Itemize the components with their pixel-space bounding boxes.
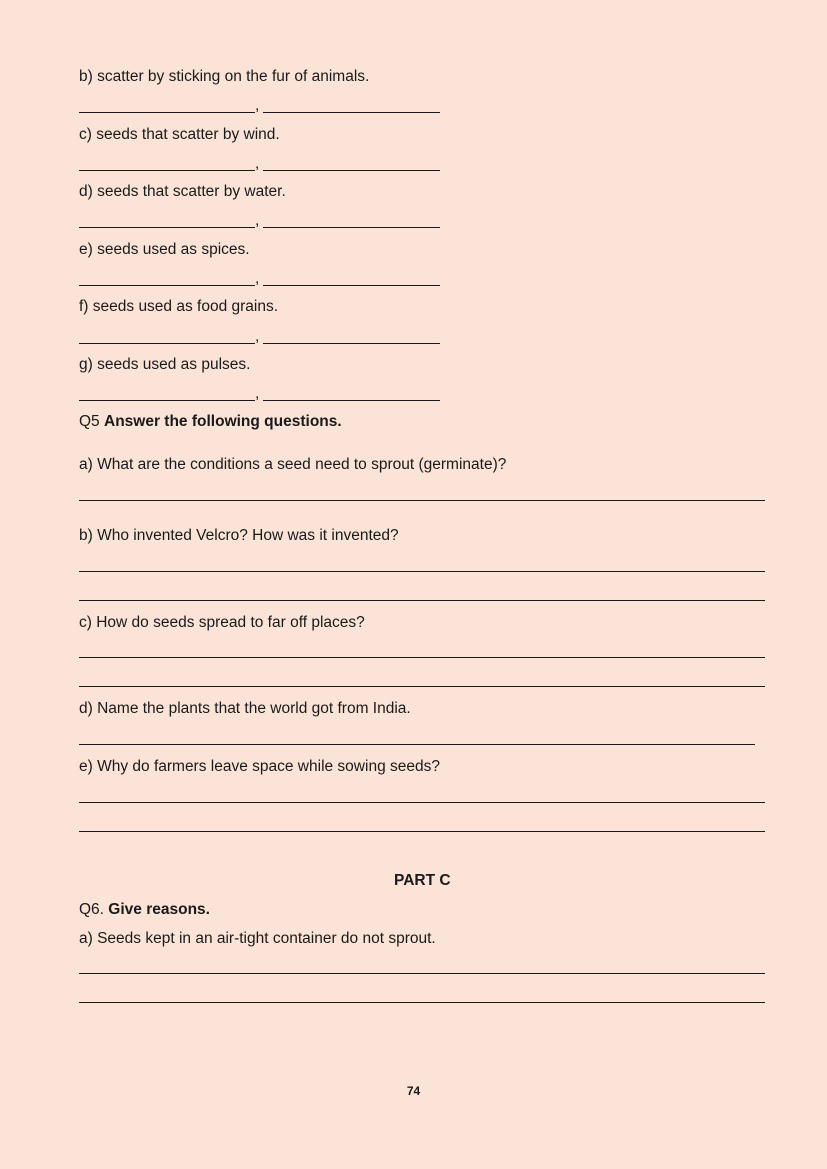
q6-heading	[79, 901, 210, 919]
answer-blank-1[interactable]	[79, 400, 255, 401]
comma: ,	[255, 97, 260, 114]
q6-title: Give reasons.	[108, 901, 210, 918]
answer-blank-1[interactable]	[79, 285, 255, 286]
q5-question-d: d) Name the plants that the world got from India.	[79, 700, 411, 717]
answer-blank-1[interactable]	[79, 343, 255, 344]
q4-item-c: c) seeds that scatter by wind.	[79, 126, 280, 143]
answer-line[interactable]	[79, 657, 765, 658]
answer-line[interactable]	[79, 802, 765, 803]
q6-number: Q6.	[79, 901, 104, 918]
q6-question-a: a) Seeds kept in an air-tight container do not sprout.	[79, 930, 436, 947]
answer-blank-1[interactable]	[79, 170, 255, 171]
page-number: 74	[406, 1084, 421, 1098]
answer-line[interactable]	[79, 500, 765, 501]
answer-line[interactable]	[79, 1002, 765, 1003]
answer-line[interactable]	[79, 831, 765, 832]
answer-line[interactable]	[79, 686, 765, 687]
answer-blank-1[interactable]	[79, 227, 255, 228]
part-c-title: PART C	[394, 872, 451, 889]
comma: ,	[255, 155, 260, 172]
q5-question-b: b) Who invented Velcro? How was it invented?	[79, 527, 399, 544]
answer-blank-2[interactable]	[263, 400, 440, 401]
q5-title: Answer the following questions.	[104, 413, 342, 430]
answer-line[interactable]	[79, 973, 765, 974]
q4-item-g: g) seeds used as pulses.	[79, 356, 251, 373]
answer-line[interactable]	[79, 600, 765, 601]
q4-item-e: e) seeds used as spices.	[79, 241, 250, 258]
answer-blank-2[interactable]	[263, 285, 440, 286]
answer-blank-2[interactable]	[263, 112, 440, 113]
comma: ,	[255, 385, 260, 402]
q5-question-e: e) Why do farmers leave space while sowing seeds?	[79, 758, 440, 775]
q5-question-a: a) What are the conditions a seed need to sprout (germinate)?	[79, 456, 507, 473]
answer-blank-2[interactable]	[263, 343, 440, 344]
answer-line[interactable]	[79, 744, 755, 745]
comma: ,	[255, 328, 260, 345]
answer-blank-2[interactable]	[263, 227, 440, 228]
q4-item-b: b) scatter by sticking on the fur of animals.	[79, 68, 370, 85]
q5-number: Q5	[79, 413, 100, 430]
q5-question-c: c) How do seeds spread to far off places?	[79, 614, 365, 631]
answer-blank-2[interactable]	[263, 170, 440, 171]
comma: ,	[255, 212, 260, 229]
comma: ,	[255, 270, 260, 287]
q5-heading	[79, 413, 342, 431]
answer-blank-1[interactable]	[79, 112, 255, 113]
answer-line[interactable]	[79, 571, 765, 572]
q4-item-d: d) seeds that scatter by water.	[79, 183, 286, 200]
q4-item-f: f) seeds used as food grains.	[79, 298, 279, 315]
